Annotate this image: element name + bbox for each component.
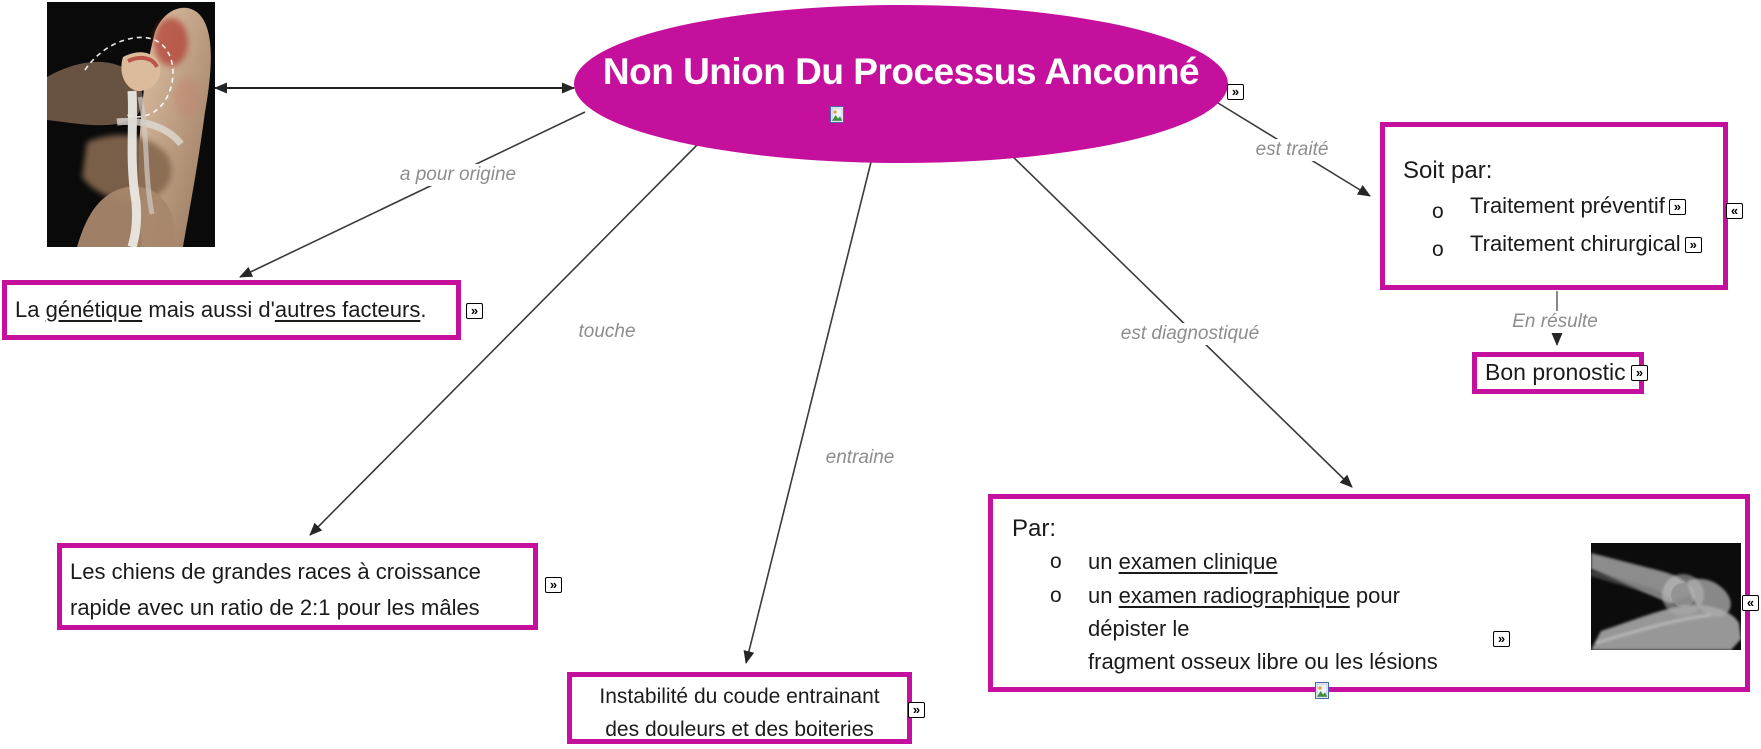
genetique-text: La génétique mais aussi d'autres facteurs. — [15, 297, 427, 322]
collapse-resource-icon[interactable]: « — [1742, 595, 1759, 611]
traitement-item-2-text: Traitement chirurgical — [1470, 231, 1681, 256]
concept-traitement[interactable] — [1380, 122, 1739, 290]
diagnostic-item-1 — [993, 545, 1463, 578]
bullet-marker: o — [1050, 584, 1062, 607]
concept-pronostic[interactable] — [1472, 352, 1644, 394]
link-label-entraine[interactable]: entraine — [821, 447, 900, 469]
instabilite-line2: des douleurs et des boiteries — [605, 718, 874, 741]
resource-link-icon[interactable]: » — [545, 577, 562, 593]
resource-link-icon[interactable]: » — [466, 303, 483, 319]
traitement-heading: Soit par: — [1403, 157, 1493, 184]
elbow-xray-image[interactable] — [1591, 543, 1741, 650]
elbow-anatomy-art — [47, 2, 215, 247]
resource-link-icon[interactable]: » — [1227, 84, 1244, 100]
diagnostic-item-2-text: un examen radiographique pour dépister le fragment osseux libre ou les lésions — [1088, 583, 1438, 674]
bullet-marker: o — [1432, 238, 1444, 261]
chiens-line2: rapide avec un ratio de 2:1 pour les mâles — [70, 595, 480, 620]
concept-diagnostic[interactable] — [988, 494, 1755, 692]
instabilite-line1: Instabilité du coude entrainant — [599, 685, 880, 708]
resource-link-icon[interactable]: » — [1669, 199, 1686, 215]
concept-genetique[interactable] — [2, 280, 461, 340]
bullet-marker: o — [1050, 550, 1062, 573]
edge-entraine — [746, 158, 872, 663]
link-label-diagnostique[interactable]: est diagnostiqué — [1116, 323, 1264, 345]
diagnostic-heading: Par: — [1012, 515, 1057, 542]
root-label: Non Union Du Processus Anconné — [602, 51, 1200, 92]
link-label-traite[interactable]: est traité — [1251, 139, 1334, 161]
resource-link-icon[interactable]: » — [1493, 631, 1510, 647]
resource-link-icon[interactable]: » — [908, 702, 925, 718]
diagnostic-item-1-text: un examen clinique — [1088, 549, 1278, 574]
edge-diagnostique — [1008, 152, 1352, 487]
concept-instabilite[interactable] — [567, 672, 912, 744]
concept-chiens[interactable] — [57, 543, 538, 630]
image-resource-icon[interactable] — [830, 106, 844, 123]
concept-root[interactable] — [574, 5, 1228, 163]
link-label-touche[interactable]: touche — [573, 321, 640, 343]
bullet-marker: o — [1432, 200, 1444, 223]
collapse-resource-icon[interactable]: « — [1726, 203, 1743, 219]
traitement-item-1-text: Traitement préventif — [1470, 193, 1665, 218]
resource-link-icon[interactable]: » — [1685, 237, 1702, 253]
chiens-line1: Les chiens de grandes races à croissance — [70, 559, 481, 584]
link-label-origine[interactable]: a pour origine — [395, 164, 521, 186]
image-resource-icon[interactable] — [1315, 682, 1329, 699]
link-label-resulte[interactable]: En résulte — [1507, 311, 1603, 333]
edge-origine — [240, 112, 585, 277]
resource-link-icon[interactable]: » — [1631, 365, 1648, 381]
traitement-item-2 — [1385, 225, 1723, 263]
pronostic-text: Bon pronostic — [1485, 359, 1626, 385]
traitement-item-1 — [1385, 187, 1723, 225]
elbow-anatomy-image[interactable] — [47, 2, 215, 247]
diagnostic-item-2 — [993, 579, 1463, 678]
elbow-xray-art — [1591, 543, 1741, 650]
